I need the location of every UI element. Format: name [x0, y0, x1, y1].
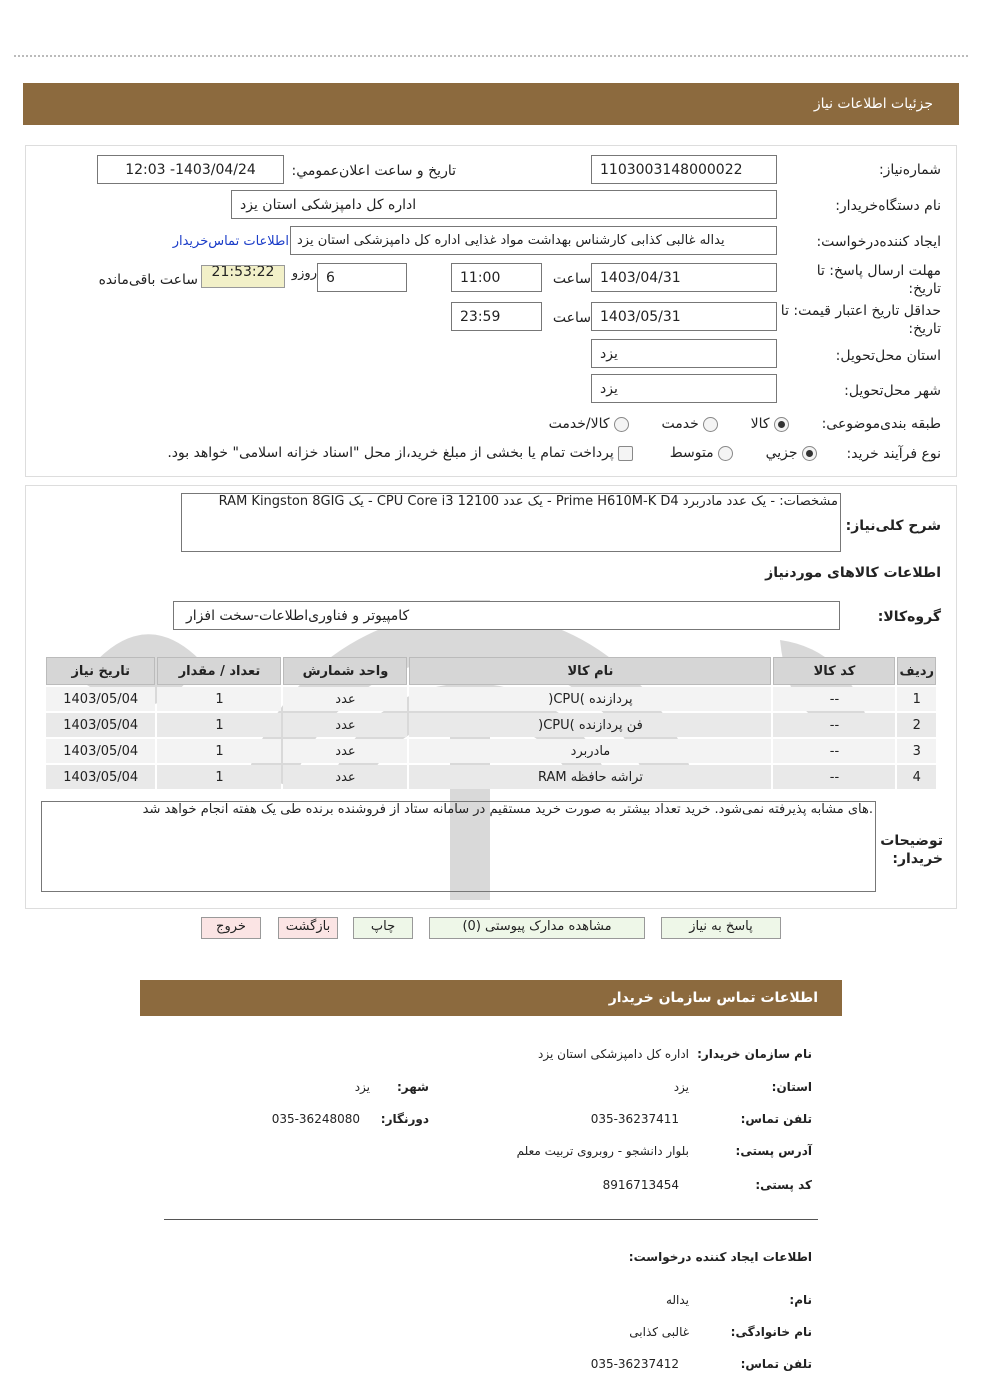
radio-goods[interactable]	[774, 417, 789, 432]
summary-label: شرح کلی‌نیاز:	[845, 518, 941, 534]
creator-field: یداله غالبی کذابی کارشناس بهداشت مواد غذایی اداره کل دامپزشکی استان یزد	[290, 226, 777, 255]
buyer-org-label: نام دستگاه‌خریدار:	[835, 198, 941, 214]
city-field: یزد	[591, 374, 777, 403]
creator-phone-value: 035-36237412	[590, 1357, 679, 1371]
buyer-contact-link[interactable]: اطلاعات تماس‌خریدار	[172, 234, 289, 249]
postal-label: کد پستی:	[755, 1178, 812, 1192]
buyer-notes-textarea: .های مشابه پذیرفته نمی‌شود. خرید تعداد بیشتر به صورت خرید مستقیم در سامانه ستاد از فروشنده برنده طی یک هفته انجام خواهد شد	[41, 801, 876, 892]
creator-info-title: اطلاعات ایجاد کننده درخواست:	[628, 1250, 812, 1264]
treasury-payment-checkbox[interactable]	[618, 446, 633, 461]
table-row	[46, 765, 936, 789]
last-name-value: غالبی کذابی	[629, 1325, 689, 1339]
cell-qty: 1	[157, 739, 281, 763]
cell-qty: 1	[157, 765, 281, 789]
goods-group-field: کامپیوتر و فناوری‌اطلاعات-سخت افزار	[173, 601, 840, 630]
fax-value: 035-36248080	[271, 1112, 360, 1126]
radio-minor[interactable]	[802, 446, 817, 461]
cell-qty: 1	[157, 687, 281, 711]
province-label: استان محل‌تحویل:	[835, 348, 941, 364]
cell-date: 1403/05/04	[46, 713, 155, 737]
deadline-time-label: ساعت	[552, 271, 591, 287]
address-label: آدرس پستی:	[735, 1144, 812, 1158]
contact-divider	[164, 1219, 818, 1220]
org-label: نام سازمان خریدار:	[697, 1047, 812, 1061]
exit-button[interactable]: خروج	[201, 917, 261, 939]
buyer-org-field: اداره کل دامپزشکی استان یزد	[231, 190, 777, 219]
deadline-date-field: 1403/04/31	[591, 263, 777, 292]
cell-date: 1403/05/04	[46, 765, 155, 789]
city-label: شهر محل‌تحویل:	[844, 383, 941, 399]
col-qty: تعداد / مقدار	[157, 657, 281, 685]
cell-unit: عدد	[283, 739, 407, 763]
treasury-payment-label: پرداخت تمام یا بخشی از مبلغ خرید،از محل "اسناد خزانه اسلامی" خواهد بود.	[167, 445, 614, 461]
col-name: نام کالا	[409, 657, 771, 685]
cell-code: --	[773, 739, 895, 763]
reply-button[interactable]: پاسخ به نیاز	[661, 917, 781, 939]
announce-field: 1403/04/24- 12:03	[97, 155, 284, 184]
top-divider	[14, 55, 968, 57]
org-value: اداره کل دامپزشکی استان یزد	[538, 1047, 689, 1061]
table-row	[46, 687, 936, 711]
category-radio-group	[549, 416, 789, 432]
cell-row: 1	[897, 687, 936, 711]
radio-goods-service-label: کالا/خدمت	[548, 416, 610, 432]
contact-phone-value: 035-36237411	[590, 1112, 679, 1126]
cell-row: 2	[897, 713, 936, 737]
page-header	[23, 83, 959, 125]
days-label: روزو	[291, 266, 317, 281]
contact-header	[140, 980, 842, 1016]
radio-service-label: خدمت	[661, 416, 699, 432]
radio-medium[interactable]	[718, 446, 733, 461]
print-button[interactable]: چاپ	[353, 917, 413, 939]
col-unit: واحد شمارش	[283, 657, 407, 685]
cell-name: مادربرد	[409, 739, 771, 763]
validity-time-label: ساعت	[552, 310, 591, 326]
deadline-time-field: 11:00	[451, 263, 542, 292]
goods-table	[44, 655, 938, 791]
cell-unit: عدد	[283, 713, 407, 737]
attachments-button[interactable]: مشاهده مدارک پیوستی (0)	[429, 917, 645, 939]
creator-label: ایجاد کننده‌درخواست:	[816, 234, 941, 250]
cell-qty: 1	[157, 713, 281, 737]
cell-unit: عدد	[283, 687, 407, 711]
radio-minor-label: جزيي	[765, 445, 798, 461]
col-date: تاریخ نیاز	[46, 657, 155, 685]
table-row	[46, 713, 936, 737]
validity-label: حداقل تاریخ اعتبار قیمت: تا تاریخ:	[780, 303, 941, 337]
cell-code: --	[773, 687, 895, 711]
radio-medium-label: متوسط	[669, 445, 714, 461]
contact-province-value: یزد	[673, 1080, 689, 1094]
contact-title: اطلاعات تماس سازمان خریدار	[608, 990, 818, 1006]
col-row: ردیف	[897, 657, 936, 685]
fax-label: دورنگار:	[380, 1112, 429, 1126]
last-name-label: نام خانوادگی:	[730, 1325, 812, 1339]
first-name-label: نام:	[789, 1293, 812, 1307]
radio-goods-service[interactable]	[614, 417, 629, 432]
back-button[interactable]: بازگشت	[278, 917, 338, 939]
cell-name: تراشه حافظه RAM	[409, 765, 771, 789]
days-field: 6	[317, 263, 407, 292]
postal-value: 8916713454	[602, 1178, 679, 1192]
first-name-value: یداله	[665, 1293, 689, 1307]
remaining-label: ساعت باقی‌مانده	[98, 272, 198, 288]
province-field: یزد	[591, 339, 777, 368]
validity-time-field: 23:59	[451, 302, 542, 331]
creator-phone-label: تلفن تماس:	[740, 1357, 812, 1371]
summary-textarea: مشخصات: - یک عدد مادربرد Prime H610M-K D4 - یک عدد CPU Core i3 12100 - یک RAM Kingston 8GIG	[181, 493, 841, 552]
cell-name: فن پردازنده )CPU(	[409, 713, 771, 737]
cell-date: 1403/05/04	[46, 739, 155, 763]
cell-date: 1403/05/04	[46, 687, 155, 711]
goods-group-label: گروه‌کالا:	[877, 609, 941, 625]
radio-service[interactable]	[703, 417, 718, 432]
address-value: بلوار دانشجو - روبروی تربیت معلم	[516, 1144, 689, 1158]
goods-info-title: اطلاعات کالاهای مورد‌نیاز	[765, 565, 941, 581]
table-row	[46, 739, 936, 763]
cell-code: --	[773, 765, 895, 789]
validity-date-field: 1403/05/31	[591, 302, 777, 331]
cell-code: --	[773, 713, 895, 737]
page-title: جزئیات اطلاعات نیاز	[813, 96, 933, 112]
countdown-timer: 21:53:22	[201, 265, 285, 288]
process-radio-group	[167, 445, 817, 461]
buyer-notes-label: توضیحات خریدار:	[880, 833, 943, 867]
need-number-field: 1103003148000022	[591, 155, 777, 184]
category-label: طبقه بندی‌موضوعی:	[821, 416, 941, 432]
contact-city-label: شهر:	[397, 1080, 429, 1094]
deadline-label: مهلت ارسال پاسخ: تا تاریخ:	[816, 263, 941, 297]
process-label: نوع فرآیند خرید:	[846, 446, 941, 462]
cell-row: 3	[897, 739, 936, 763]
contact-phone-label: تلفن تماس:	[740, 1112, 812, 1126]
announce-label: تاريخ و ساعت اعلان‌عمومي:	[291, 163, 456, 179]
need-number-label: شماره‌نیاز:	[878, 162, 941, 178]
col-code: کد کالا	[773, 657, 895, 685]
cell-unit: عدد	[283, 765, 407, 789]
cell-name: پردازنده )CPU(	[409, 687, 771, 711]
contact-province-label: استان:	[771, 1080, 812, 1094]
contact-city-value: یزد	[354, 1080, 370, 1094]
table-header-row	[46, 657, 936, 685]
radio-goods-label: کالا	[750, 416, 770, 432]
cell-row: 4	[897, 765, 936, 789]
